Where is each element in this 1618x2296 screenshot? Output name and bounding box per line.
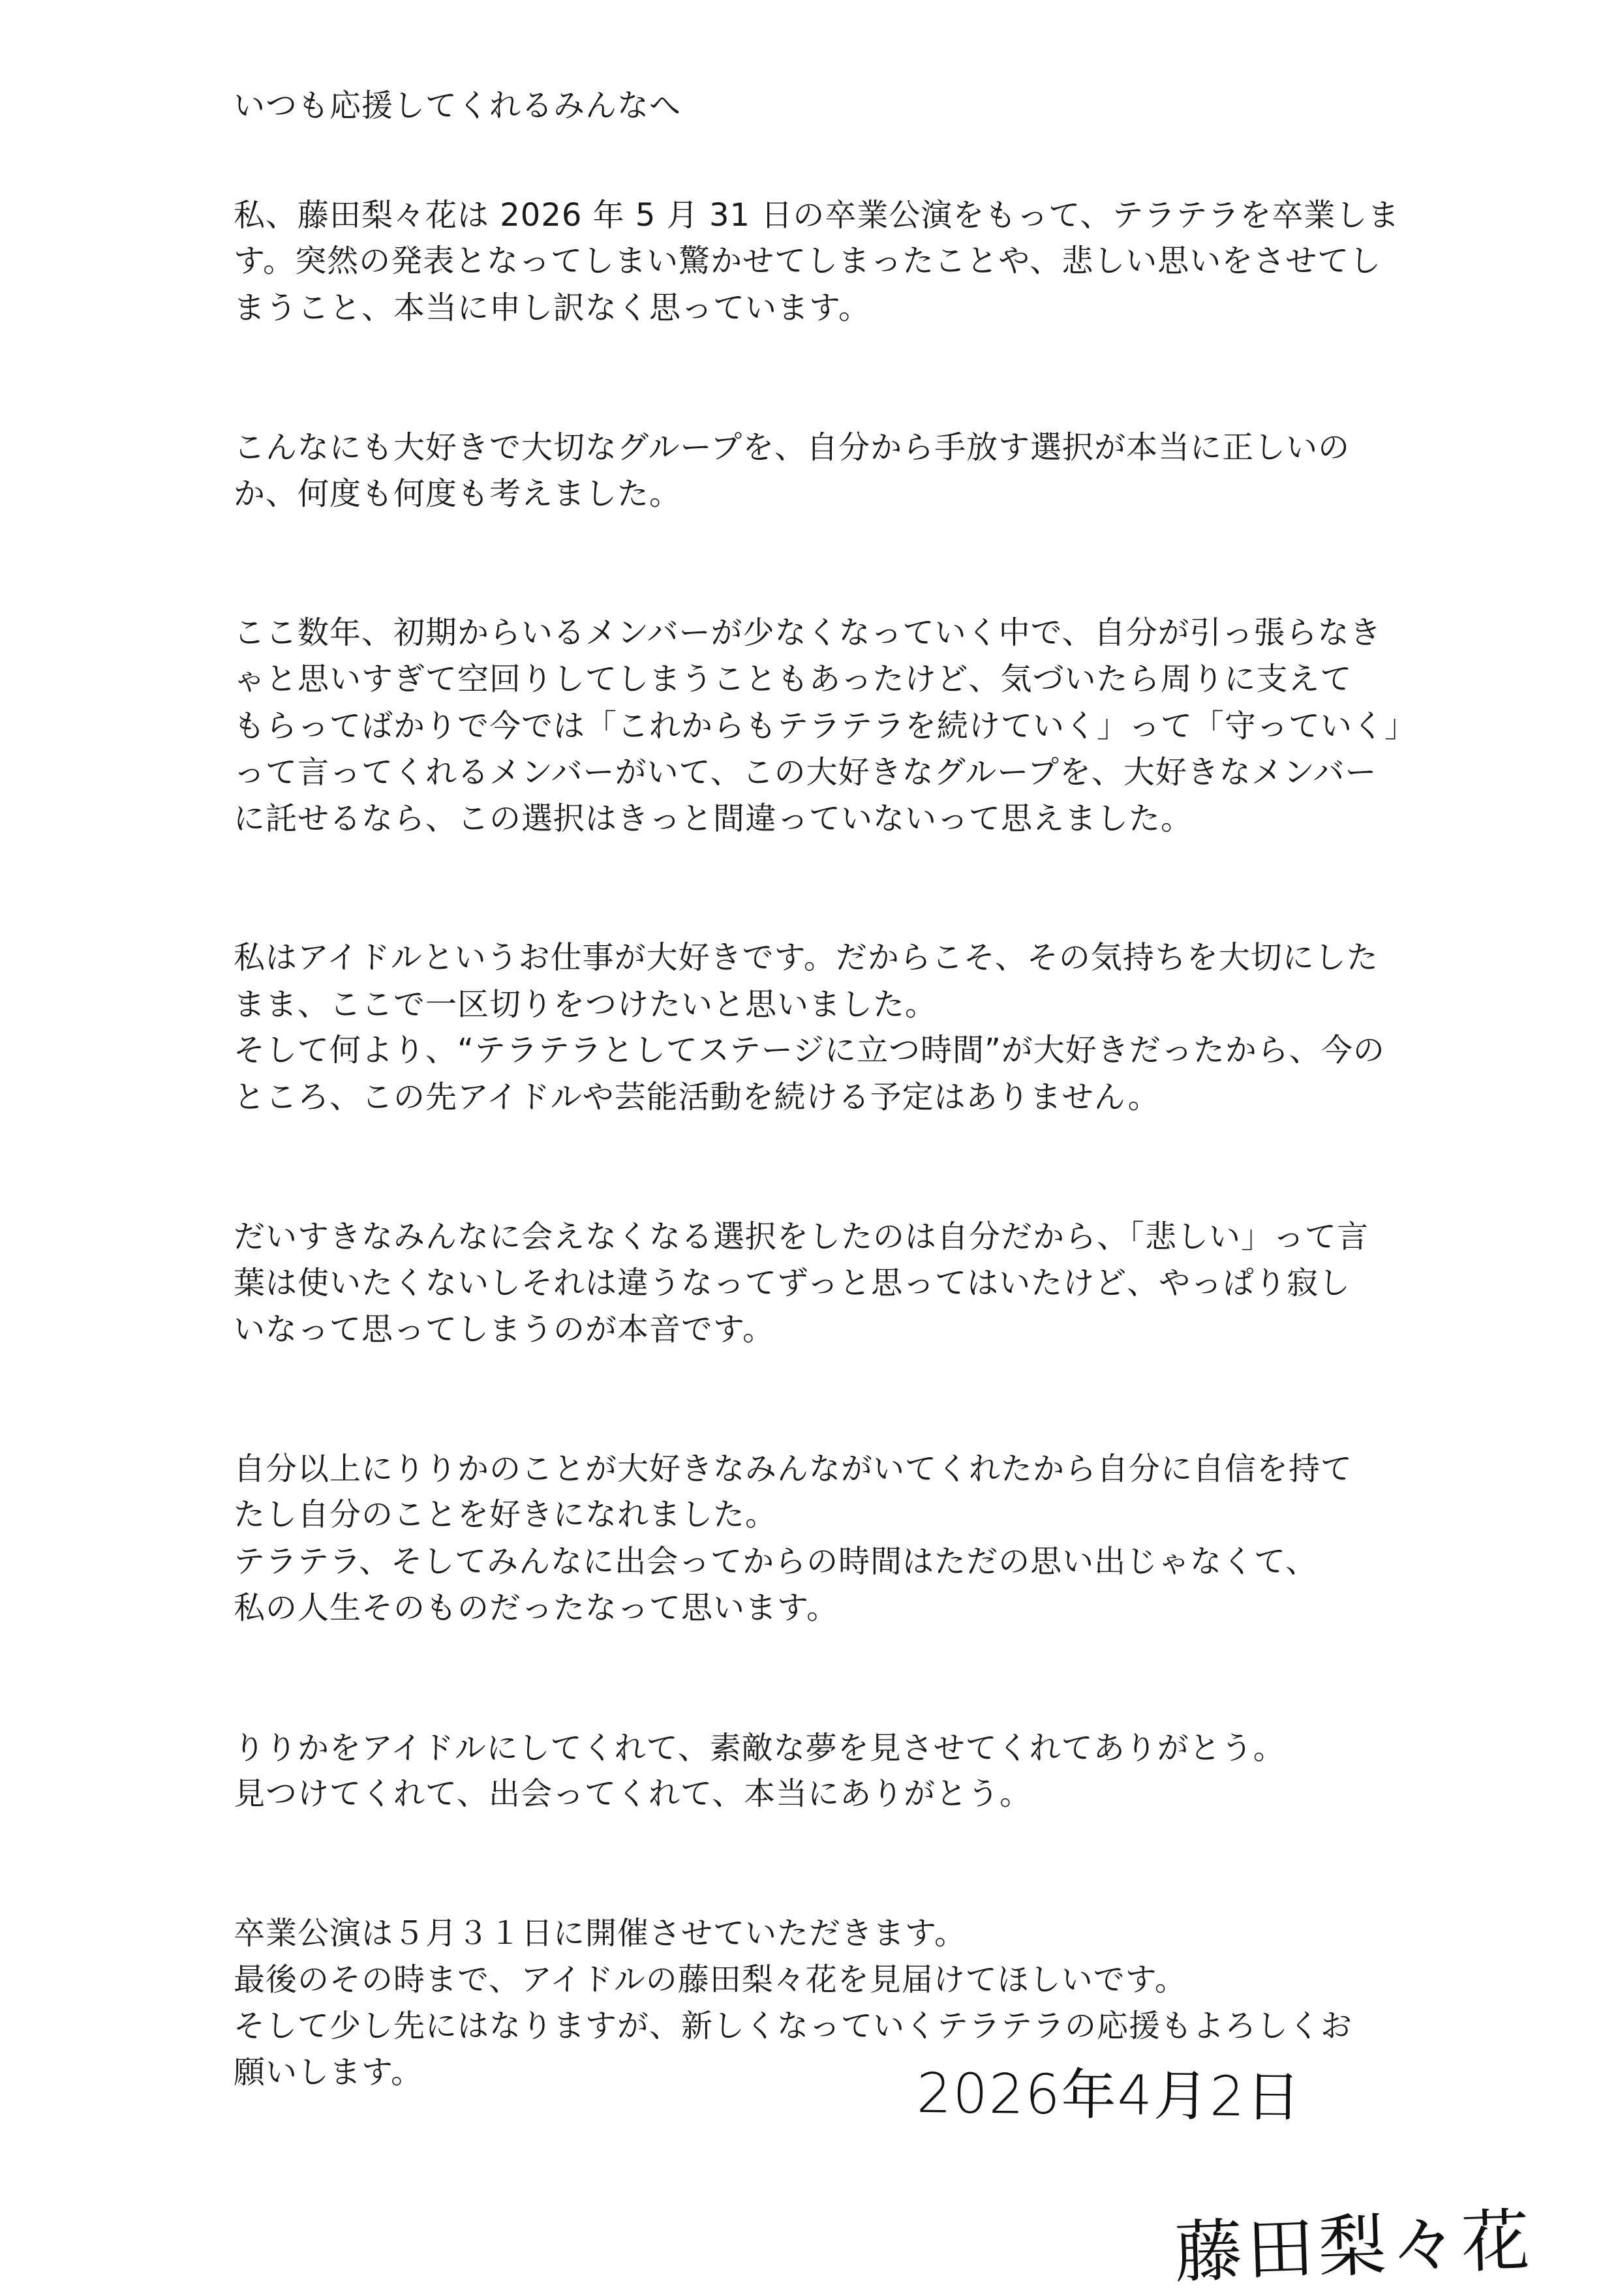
body-line: そして何より、“テラテラとしてステージに立つ時間”が大好きだったから、今の (234, 1032, 1385, 1068)
body-line: テラテラ、そしてみんなに出会ってからの時間はただの思い出じゃなくて、 (234, 1543, 1318, 1580)
body-line: りりかをアイドルにしてくれて、素敵な夢を見させてくれてありがとう。 (234, 1730, 1285, 1766)
body-line: に託せるなら、この選択はきっと間違っていないって思えました。 (234, 800, 1193, 837)
body-line: いなって思ってしまうのが本音です。 (234, 1311, 775, 1348)
body-line: 葉は使いたくないしそれは違うなってずっと思ってはいたけど、やっぱり寂し (234, 1265, 1351, 1301)
body-line: す。突然の発表となってしまい驚かせてしまったことや、悲しい思いをさせてし (234, 243, 1382, 279)
body-line: ところ、この先アイドルや芸能活動を続ける予定はありません。 (234, 1079, 1160, 1115)
body-line: って言ってくれるメンバーがいて、この大好きなグループを、大好きなメンバー (234, 754, 1377, 791)
body-line: 願いします。 (234, 2054, 423, 2091)
body-line: こんなにも大好きで大切なグループを、自分から手放す選択が本当に正しいの (234, 429, 1351, 466)
body-line: 私、藤田梨々花は 2026 年 5 月 31 日の卒業公演をもって、テラテラを卒業しま (234, 197, 1400, 234)
body-line: か、何度も何度も考えました。 (234, 476, 682, 512)
handwritten-signature: 藤田梨々花 (1173, 2200, 1535, 2293)
body-line: 私はアイドルというお仕事が大好きです。だからこそ、その気持ちを大切にした (234, 939, 1379, 976)
body-line: ゃと思いすぎて空回りしてしまうこともあったけど、気づいたら周りに支えて (234, 661, 1352, 697)
greeting-line: いつも応援してくれるみんなへ (234, 87, 682, 124)
body-line: 最後のその時まで、アイドルの藤田梨々花を見届けてほしいです。 (234, 1961, 1187, 1998)
handwritten-date: 2026年4月2日 (916, 2061, 1303, 2130)
body-line: たし自分のことを好きになれました。 (234, 1496, 778, 1533)
body-line: ここ数年、初期からいるメンバーが少なくなっていく中で、自分が引っ張らなき (234, 614, 1382, 651)
body-line: まま、ここで一区切りをつけたいと思いました。 (234, 986, 938, 1023)
body-line: 卒業公演は５月３１日に開催させていただきます。 (234, 1915, 967, 1952)
body-line: まうこと、本当に申し訳なく思っています。 (234, 290, 871, 326)
body-line: もらってばかりで今では「これからもテラテラを続けていく」って「守っていく」 (234, 708, 1417, 744)
body-line: 私の人生そのものだったなって思います。 (234, 1590, 839, 1626)
body-line: そして少し先にはなりますが、新しくなっていくテラテラの応援もよろしくお (234, 2008, 1353, 2044)
body-line: だいすきなみんなに会えなくなる選択をしたのは自分だから、「悲しい」って言 (234, 1218, 1369, 1255)
body-line: 見つけてくれて、出会ってくれて、本当にありがとう。 (234, 1775, 1032, 1812)
body-line: 自分以上にりりかのことが大好きなみんながいてくれたから自分に自信を持て (234, 1451, 1353, 1487)
